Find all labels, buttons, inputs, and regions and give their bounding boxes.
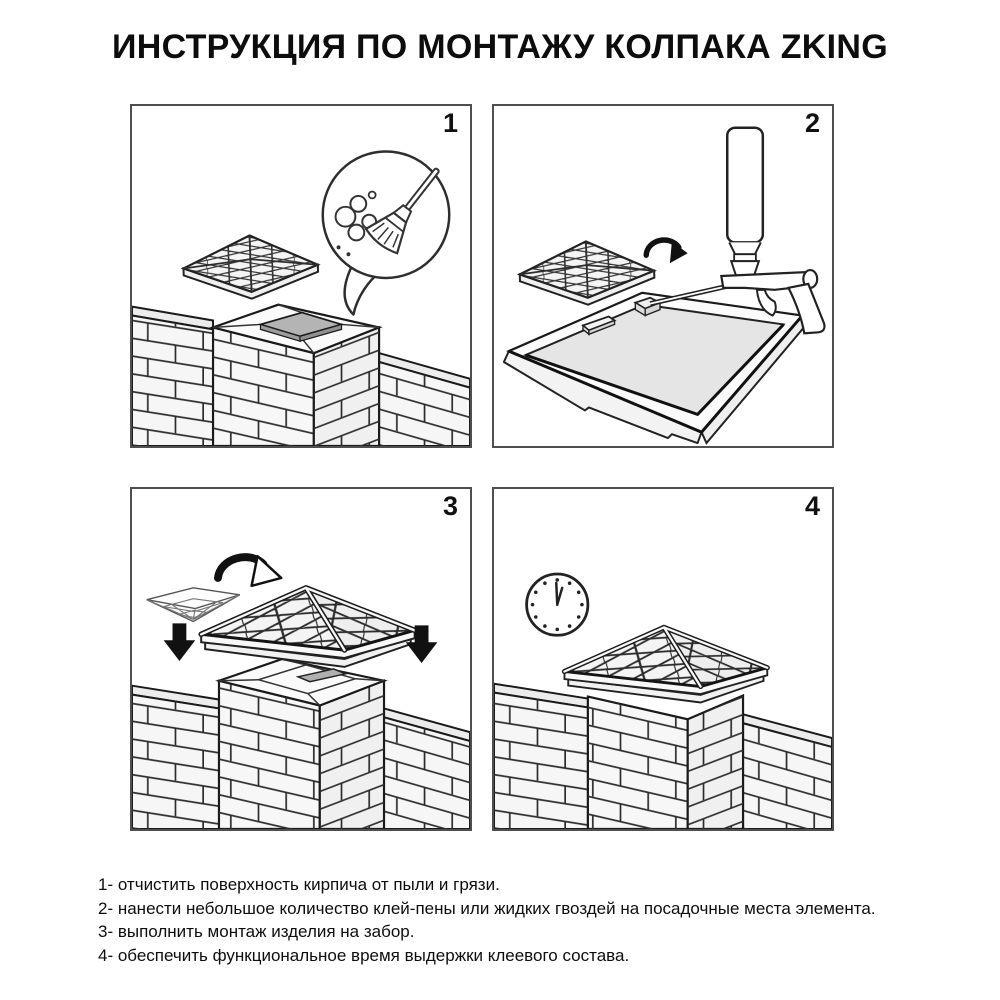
page-title: ИНСТРУКЦИЯ ПО МОНТАЖУ КОЛПАКА ZKING bbox=[112, 28, 888, 66]
steps-grid bbox=[130, 104, 834, 831]
brick-fence-left bbox=[132, 686, 219, 829]
step-4-illustration bbox=[494, 489, 832, 829]
brick-pillar bbox=[219, 659, 384, 829]
brick-fence-left bbox=[132, 307, 213, 446]
brick-fence-right bbox=[743, 714, 832, 829]
pyramid-cap bbox=[201, 588, 414, 667]
glue-canister bbox=[727, 128, 763, 261]
down-arrow-icon bbox=[164, 623, 196, 661]
flip-arrow-icon bbox=[646, 240, 688, 263]
panel-step-3-number: 3 bbox=[442, 491, 458, 521]
panel-step-2-number: 2 bbox=[804, 108, 820, 138]
brick-fence-left bbox=[494, 684, 588, 829]
instructions-list bbox=[98, 873, 876, 967]
clock-icon bbox=[527, 574, 588, 635]
panel-step-1 bbox=[130, 104, 472, 448]
step-3-illustration bbox=[132, 489, 470, 829]
speech-bubble bbox=[323, 151, 453, 314]
panel-step-2 bbox=[492, 104, 834, 448]
instruction-step-2: 2- нанести небольшое количество клей-пены или жидких гвоздей на посадочные места элемента. bbox=[98, 898, 876, 918]
panel-step-3 bbox=[130, 487, 472, 831]
brick-fence-right bbox=[379, 353, 470, 446]
panel-step-4 bbox=[492, 487, 834, 831]
instruction-step-4: 4- обеспечить функциональное время выдержки клеевого состава. bbox=[98, 945, 630, 965]
cap-underside-tray bbox=[504, 293, 807, 443]
instruction-step-3: 3- выполнить монтаж изделия на забор. bbox=[98, 922, 415, 941]
step-2-illustration bbox=[494, 106, 832, 446]
brick-pillar bbox=[213, 305, 379, 446]
instruction-step-1: 1- отчистить поверхность кирпича от пыли и грязи. bbox=[98, 875, 500, 894]
brick-pillar bbox=[588, 696, 743, 829]
flip-arrow-icon bbox=[218, 556, 281, 586]
pyramid-cap bbox=[564, 627, 767, 702]
brick-fence-right bbox=[384, 708, 470, 829]
step-1-illustration bbox=[132, 106, 470, 446]
flipped-cap-wireframe bbox=[147, 588, 240, 622]
cap-flat bbox=[182, 233, 319, 301]
panel-step-4-number: 4 bbox=[804, 491, 820, 521]
panel-step-1-number: 1 bbox=[442, 108, 458, 138]
